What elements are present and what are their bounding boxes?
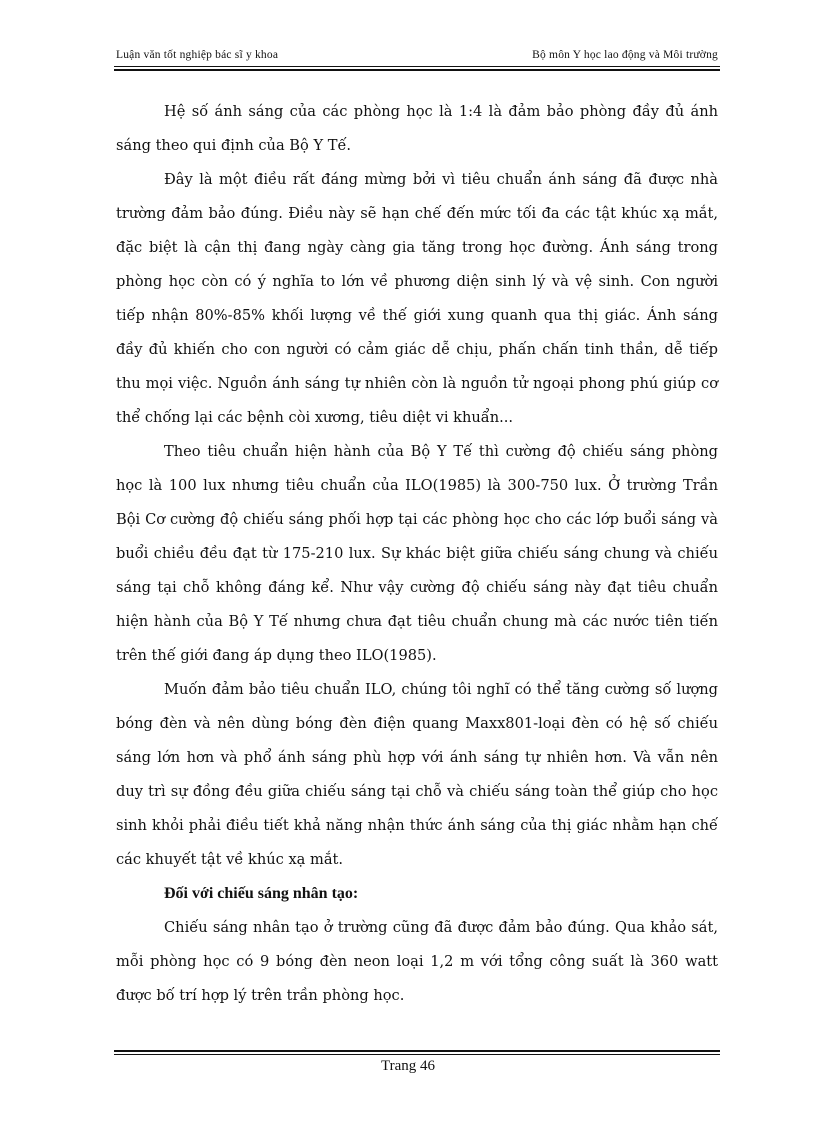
header-department: Bộ môn Y học lao động và Môi trường bbox=[532, 49, 718, 61]
paragraph-light-importance: Đây là một điều rất đáng mừng bởi vì tiêu chuẩn ánh sáng đã được nhà trường đảm bảo đúng. Điều này sẽ hạn chế đến mức tối đa các tật khúc xạ mắt, đặc biệt là cận thị đang ngày càng gia tăng trong học đường. Ánh sáng trong phòng học còn có ý nghĩa to lớn về phương diện sinh lý và vệ sinh. Con người tiếp nhận 80%-85% khối lượng về thế giới xung quanh qua thị giác. Ánh sáng đầy đủ khiến cho con người có cảm giác dễ chịu, phấn chấn tinh thần, dễ tiếp thu mọi việc. Nguồn ánh sáng tự nhiên còn là nguồn tử ngoại phong phú giúp cơ thể chống lại các bệnh còi xương, tiêu diệt vi khuẩn... bbox=[116, 171, 718, 426]
header-divider-thick bbox=[114, 69, 720, 71]
page-body bbox=[116, 95, 718, 1013]
paragraph-ilo-recommendation: Muốn đảm bảo tiêu chuẩn ILO, chúng tôi nghĩ có thể tăng cường số lượng bóng đèn và nên dùng bóng đèn điện quang Maxx801-loại đèn có hệ số chiếu sáng lớn hơn và phổ ánh sáng phù hợp với ánh sáng tự nhiên hơn. Và vẫn nên duy trì sự đồng đều giữa chiếu sáng tại chỗ và chiếu sáng toàn thể giúp cho học sinh khỏi phải điều tiết khả năng nhận thức ánh sáng của thị giác nhằm hạn chế các khuyết tật về khúc xạ mắt. bbox=[116, 681, 718, 868]
paragraph-lux-standards: Theo tiêu chuẩn hiện hành của Bộ Y Tế thì cường độ chiếu sáng phòng học là 100 lux nhưng tiêu chuẩn của ILO(1985) là 300-750 lux. Ở trường Trần Bội Cơ cường độ chiếu sáng phối hợp tại các phòng học cho các lớp buổi sáng và buổi chiều đều đạt từ 175-210 lux. Sự khác biệt giữa chiếu sáng chung và chiếu sáng tại chỗ không đáng kể. Như vậy cường độ chiếu sáng này đạt tiêu chuẩn hiện hành của Bộ Y Tế nhưng chưa đạt tiêu chuẩn chung mà các nước tiên tiến trên thế giới đang áp dụng theo ILO(1985). bbox=[116, 443, 718, 664]
header-thesis-title: Luận văn tốt nghiệp bác sĩ y khoa bbox=[116, 49, 279, 61]
footer-divider-thick bbox=[114, 1050, 720, 1052]
running-header bbox=[116, 49, 718, 65]
paragraph-light-coefficient: Hệ số ánh sáng của các phòng học là 1:4 là đảm bảo phòng đầy đủ ánh sáng theo qui định của Bộ Y Tế. bbox=[116, 103, 718, 154]
paragraph-artificial-light: Chiếu sáng nhân tạo ở trường cũng đã được đảm bảo đúng. Qua khảo sát, mỗi phòng học có 9 bóng đèn neon loại 1,2 m với tổng công suất là 360 watt được bố trí hợp lý trên trần phòng học. bbox=[116, 919, 718, 1004]
page-number: Trang 46 bbox=[380, 1058, 436, 1074]
header-divider-thin bbox=[114, 66, 720, 67]
section-heading-artificial-light: Đối với chiếu sáng nhân tạo: bbox=[164, 885, 359, 902]
footer-divider-thin bbox=[114, 1054, 720, 1055]
